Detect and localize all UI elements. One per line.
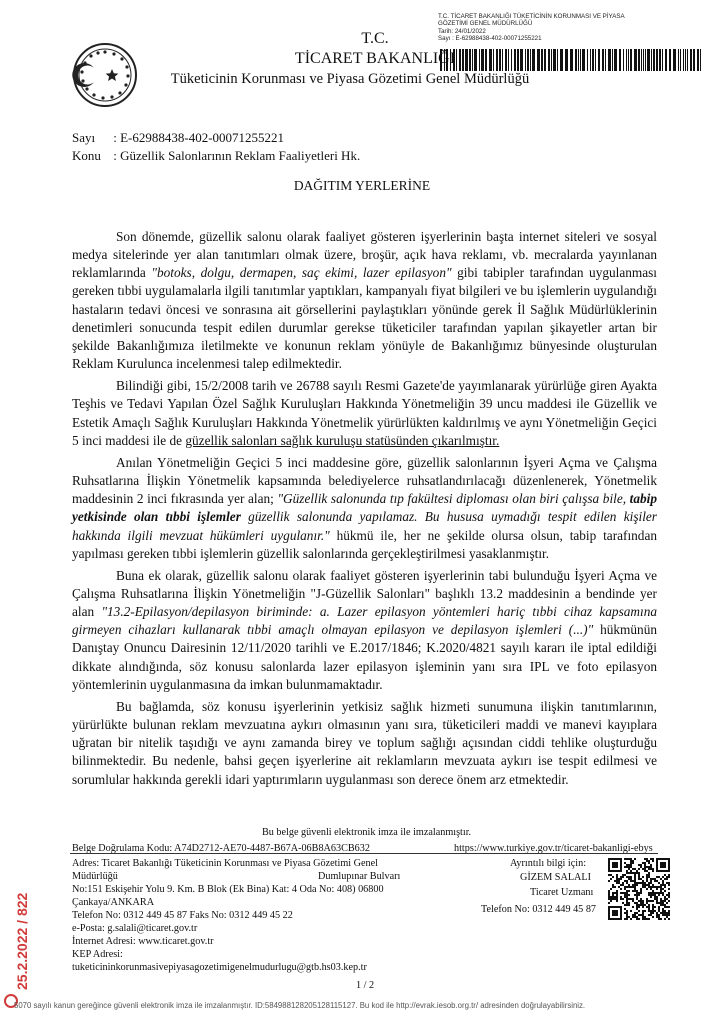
email[interactable]: e-Posta: g.salali@ticaret.gov.tr <box>72 923 198 934</box>
barcode-bar <box>548 49 550 71</box>
barcode-bar <box>537 49 540 71</box>
barcode-bar <box>605 49 606 71</box>
barcode-bar <box>693 49 695 71</box>
barcode-bar <box>496 49 498 71</box>
p3-rest: hükmü ile, her ne şekilde olursa olsun, tabip tarafından yapılması gereken tıbbi işlemlerin güzellik salonlarında gerçekleştirilmesi yasaklanmıştır. <box>72 527 657 561</box>
footer-divider <box>70 853 658 854</box>
barcode-bar <box>541 49 543 71</box>
konu-label: Konu <box>72 148 101 163</box>
barcode-bar <box>595 49 596 71</box>
qr-code-icon <box>608 858 670 920</box>
barcode-bar <box>551 49 552 71</box>
barcode-bar <box>587 49 588 71</box>
barcode-bar <box>687 49 688 71</box>
address-line-2b: Dumlupınar Bulvarı <box>318 871 401 882</box>
contact-name: GİZEM SALALI <box>520 872 592 883</box>
address-line-3: No:151 Eskişehir Yolu 9. Km. B Blok (Ek Bina) Kat: 4 Oda No: 408) 06800 <box>72 884 384 895</box>
kep-label: KEP Adresi: <box>72 949 123 960</box>
stamp-line-3: Tarih: 24/01/2022 <box>438 27 486 35</box>
barcode-bar <box>626 49 627 71</box>
barcode-bar <box>665 49 667 71</box>
barcode-bar <box>651 49 652 71</box>
barcode-bar <box>612 49 613 71</box>
barcode-bar <box>505 49 507 71</box>
kep-address[interactable]: tuketicininkorunmasivepiyasagozetimigenelmudurlugu@gtb.hs03.kep.tr <box>72 962 367 973</box>
barcode-bar <box>619 49 621 71</box>
p5-text: Bu bağlamda, söz konusu işyerlerinin yetkisiz sağlık hizmeti sunumuna ilişkin tanıtımlarının, yürürlükte bulunan reklam mevzuatına aykırı olmasının yanı sıra, tüketicileri maddi ve manevi kayıplara uğratan bir nitelik taşıdığı ve aynı zamanda birey ve toplum sağlığı açısından ciddi tehlike oluşturduğu bilinmektedir. Bu nedenle, bahsi geçen işyerlerine ait reklamların mevzuata aykırı ise tespit edilmesi ve sorumlular hakkında gerekli idari yaptırımların uygulanması son derece önem arz etmektedir. <box>72 698 657 787</box>
barcode-bar <box>697 49 699 71</box>
barcode-bar <box>656 49 658 71</box>
address-line-2a: Müdürlüğü <box>72 871 118 882</box>
p2-underline: güzellik salonları sağlık kuruluşu statüsünden çıkarılmıştır. <box>185 432 500 448</box>
verify-url[interactable]: https://www.turkiye.gov.tr/ticaret-bakanligi-ebys <box>454 843 653 854</box>
letter-body <box>72 228 657 793</box>
barcode-bar <box>623 49 624 71</box>
contact-title: Ayrıntılı bilgi için: <box>510 858 587 869</box>
barcode-bar <box>685 49 686 71</box>
barcode-bar <box>502 49 503 71</box>
p3-bold: tabip yetkisinde olan tıbbi işlemler <box>72 491 657 525</box>
barcode-bar <box>582 49 585 71</box>
barcode-bar <box>690 49 692 71</box>
barcode-bar <box>570 49 573 71</box>
paragraph-2 <box>72 377 657 450</box>
p3-text: Anılan Yönetmeliğin Geçici 5 inci maddesine göre, güzellik salonlarının İşyeri Açma ve Çalışma Ruhsatlarına İlişkin Yönetmelik kapsamında belediyelerce ruhsatlandırılacağı düzenlenerek, Yönetmelik maddesinin 2 inci fıkrasında yer alan; <box>72 454 657 507</box>
sayi-value: : E-62988438-402-00071255221 <box>113 130 285 145</box>
barcode-bar <box>643 49 644 71</box>
paragraph-4 <box>72 567 657 694</box>
barcode-bar <box>647 49 650 71</box>
barcode-bar <box>527 49 529 71</box>
p1-text: Son dönemde, güzellik salonu olarak faaliyet gösteren işyerlerinin başta internet siteleri ve sosyal medya sitelerinde yer alan tanıtımları olmak üzere, broşür, açık hava reklamı, vb. mecralarda yayınlanan reklamlarında <box>72 229 657 281</box>
header-directorate: Tüketicinin Korunması ve Piyasa Gözetimi Genel Müdürlüğü <box>170 71 530 87</box>
bottom-verification-note: 5070 sayılı kanun gereğince güvenli elektronik imza ile imzalanmıştır. ID:584988128205128115127. Bu kod ile http://evrak.iesob.org.tr/ adresinden doğrulayabilirsiniz. <box>14 1001 586 1010</box>
konu-value: : Güzellik Salonlarının Reklam Faaliyetleri Hk. <box>113 148 361 163</box>
page-number: 1 / 2 <box>356 980 375 991</box>
barcode-bar <box>592 49 594 71</box>
address-line-4: Çankaya/ANKARA <box>72 897 155 908</box>
barcode-bar <box>641 49 642 71</box>
barcode-bar <box>608 49 611 71</box>
registry-stamp <box>438 13 708 43</box>
barcode-bar <box>499 49 501 71</box>
side-date-stamp: 25.2.2022 / 822 <box>14 892 30 990</box>
barcode-bar <box>630 49 632 71</box>
ministry-emblem-icon <box>72 42 138 108</box>
stamp-line-2: GÖZETİMİ GENEL MÜDÜRLÜĞÜ <box>438 20 533 28</box>
barcode-bar <box>590 49 591 71</box>
barcode-bar <box>602 49 604 71</box>
sayi-label: Sayı <box>72 130 96 145</box>
p3-italic-b: güzellik salonunda yapılamaz. Bu hususa uymadığı tespit edilen kişiler hakkında ilgili mevzuat hükümleri uygulanır." <box>72 509 657 543</box>
barcode-bar <box>628 49 629 71</box>
barcode-bar <box>680 49 681 71</box>
paragraph-5 <box>72 698 657 789</box>
sayi-line <box>72 130 284 146</box>
barcode-bar <box>508 49 509 71</box>
barcode-bar <box>653 49 655 71</box>
contact-role: Ticaret Uzmanı <box>530 887 594 898</box>
p3-italic-a: "Güzellik salonunda tıp fakültesi diploması olan biri çalışsa bile, <box>277 491 627 507</box>
p4-text: Buna ek olarak, güzellik salonu olarak faaliyet gösteren işyerlerinin tabi bulunduğu İşyeri Açma ve Çalışma Ruhsatlarına İlişkin Yönetmeliğin "J-Güzellik Salonları" başlıklı 13.2 maddesinin a bendinde yer alan <box>72 567 657 620</box>
web-address[interactable]: İnternet Adresi: www.ticaret.gov.tr <box>72 936 214 947</box>
stamp-line-1: T.C. TİCARET BAKANLIĞI TÜKETİCİNİN KORUNMASI VE PİYASA <box>438 13 625 20</box>
barcode-bar <box>673 49 676 71</box>
barcode-bar <box>614 49 617 71</box>
barcode-bar <box>557 49 558 71</box>
stamp-line-4: Sayı : E-62988438-402-00071255221 <box>438 35 542 43</box>
barcode-bar <box>645 49 646 71</box>
barcode-bar <box>565 49 568 71</box>
contact-phone: Telefon No: 0312 449 45 87 <box>481 904 597 915</box>
p4-italic: "13.2-Epilasyon/depilasyon biriminde: a. Lazer epilasyon yöntemleri hariç tıbbi cihaz kapsamına girmeyen cihazları kullanarak tıbbi amaçlı olmayan epilasyon ve depilasyon işlemleri (...)" <box>72 604 657 638</box>
barcode-bar <box>634 49 637 71</box>
p4-rest: hükmünün Danıştay Onuncu Dairesinin 12/11/2020 tarihli ve E.2017/1846; K.2020/4821 sayılı kararı ile iptal edildiği dikkate alındığında, söz konusu salonlarda lazer epilasyon işleminin yanı sıra IPL ve foto epilasyon yöntemlerinin uygulanmasına da imkan bulunmamaktadır. <box>72 622 657 692</box>
barcode-bar <box>525 49 526 71</box>
barcode-bar <box>514 49 516 71</box>
p1-rest: gibi tabipler tarafından uygulanması gereken tıbbi uygulamalarla ilgili tanıtımlar yaptıkları, kampanyalı fiyat bilgileri ve bu işlemlerin uygulandığı hastaların tedavi öncesi ve sonrasına ait görsellerini paylaştıkları yönünde gerek İl Sağlık Müdürlüklerinin denetimleri sonucunda tespit edilen durumlar gerekse tüketiciler tarafından yapılan şikayetler artan bir şekilde Bakanlığımıza iletilmekte ve konunun reklam yönüyle de Bakanlığımız bünyesinde oluşturulan Reklam Kurulunca incelenmesi talep edilmektedir. <box>72 265 657 372</box>
barcode-bar <box>580 49 581 71</box>
paragraph-1 <box>72 228 657 373</box>
address-line-1: Adres: Ticaret Bakanlığı Tüketicinin Korunması ve Piyasa Gözetimi Genel <box>72 858 378 869</box>
konu-line <box>72 148 360 164</box>
barcode-bar <box>520 49 523 71</box>
barcode-bar <box>598 49 600 71</box>
verify-code: Belge Doğrulama Kodu: A74D2712-AE70-4487-B67A-06B8A63CB632 <box>72 843 370 854</box>
p1-italic: "botoks, dolgu, dermapen, saç ekimi, lazer epilasyon" <box>151 265 452 281</box>
barcode-bar <box>700 49 701 71</box>
barcode-bar <box>544 49 546 71</box>
barcode-bar <box>560 49 563 71</box>
barcode-bar <box>669 49 671 71</box>
barcode-bar <box>532 49 535 71</box>
barcode-bar <box>575 49 577 71</box>
header-country: T.C. <box>361 30 389 47</box>
barcode-bar <box>517 49 519 71</box>
barcode-bar <box>530 49 531 71</box>
barcode-bar <box>578 49 579 71</box>
barcode-bar <box>511 49 512 71</box>
barcode-bar <box>553 49 556 71</box>
barcode-bar <box>493 49 494 71</box>
esign-note: Bu belge güvenli elektronik imza ile imzalanmıştır. <box>262 827 472 838</box>
barcode-bar <box>683 49 684 71</box>
paragraph-3 <box>72 454 657 563</box>
p2-text: Bilindiği gibi, 15/2/2008 tarih ve 26788 sayılı Resmi Gazete'de yayımlanarak yürürlüğe giren Ayakta Teşhis ve Tedavi Yapılan Özel Sağlık Kuruluşları Hakkında Yönetmeliğin 39 uncu maddesi ile Güzellik ve Estetik Amaçlı Sağlık Kuruluşları Hakkında Yönetmelik yürürlükten kaldırılmış ve aynı Yönetmeliğin Geçici 5 inci maddesi ile de <box>72 378 657 448</box>
barcode-bar <box>638 49 640 71</box>
barcode-bar <box>662 49 663 71</box>
page-title: DAĞITIM YERLERİNE <box>293 178 431 193</box>
barcode-bar <box>678 49 679 71</box>
header-ministry: TİCARET BAKANLIĞI <box>294 50 456 67</box>
phone-fax: Telefon No: 0312 449 45 87 Faks No: 0312 449 45 22 <box>72 910 293 921</box>
barcode-bar <box>659 49 661 71</box>
